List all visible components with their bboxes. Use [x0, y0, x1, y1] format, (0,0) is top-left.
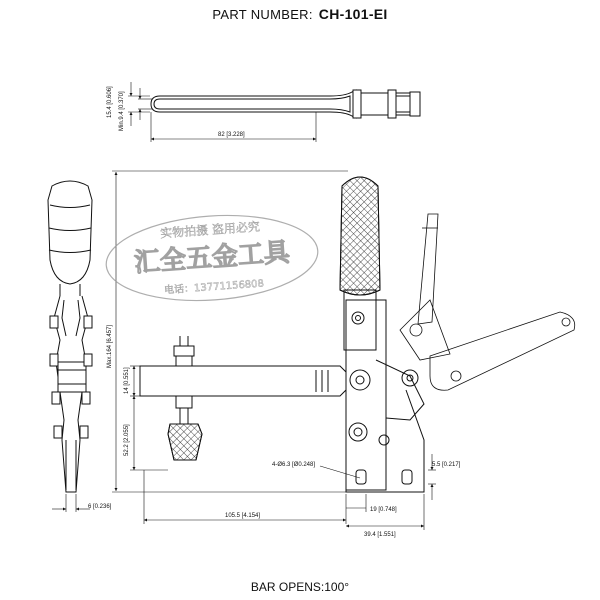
- part-number-label: PART NUMBER:: [212, 7, 313, 22]
- side-view-dimensions: [52, 494, 90, 512]
- dim-14: 14 [0.551]: [124, 367, 130, 394]
- front-view-pivot-lower: [349, 423, 367, 441]
- top-view-handle-inner: [154, 96, 350, 112]
- part-number-value: CH-101-EI: [318, 6, 388, 22]
- front-view-clamp-bar: [140, 366, 346, 396]
- front-view-pivot-center: [350, 370, 370, 390]
- dim-top-height: 15.4 [0.606]: [107, 86, 113, 118]
- dim-39: 39.4 [1.551]: [364, 532, 396, 538]
- top-view-pivot-cap-right: [410, 92, 420, 116]
- watermark-line2: 汇全五金工具: [133, 237, 291, 279]
- side-view: [48, 181, 92, 492]
- dim-max-height: Max.164 [6.457]: [107, 324, 113, 368]
- front-view-dimensions: [112, 171, 436, 530]
- bar-opens-label: BAR OPENS:100°: [250, 580, 350, 594]
- front-view-spindle-nut-top: [174, 346, 194, 356]
- side-view-bolt-head: [58, 362, 86, 392]
- dim-top-length: 82 [3.228]: [218, 132, 245, 138]
- dim-19: 19 [0.748]: [370, 507, 397, 513]
- dim-52: 52.2 [2.055]: [124, 424, 130, 456]
- dim-top-min: Min.9.4 [0.370]: [119, 91, 125, 131]
- watermark: [103, 209, 320, 308]
- top-view-pivot-cap-mid: [388, 90, 396, 118]
- front-view-pivot-right: [402, 370, 418, 386]
- front-view-body: [346, 300, 386, 490]
- top-view-pivot-cap-left: [353, 90, 361, 118]
- top-view-handle-outline: [151, 90, 356, 118]
- watermark-line3: 电话：13771156808: [163, 278, 265, 297]
- side-view-grip: [48, 181, 92, 284]
- dim-holes: 4-Ø6.3 [Ø0.248]: [272, 462, 316, 468]
- front-view-pivot-upper: [352, 312, 364, 324]
- watermark-line1: 实物拍摄 盗用必究: [159, 219, 261, 241]
- front-view-open-position: [400, 214, 575, 390]
- dim-105: 105.5 [4.154]: [225, 513, 261, 519]
- front-view-handle-grip: [340, 177, 380, 295]
- top-view: [151, 90, 420, 118]
- dim-side-thickness: 6 [0.236]: [88, 504, 112, 510]
- dim-5-5: 5.5 [0.217]: [432, 462, 461, 468]
